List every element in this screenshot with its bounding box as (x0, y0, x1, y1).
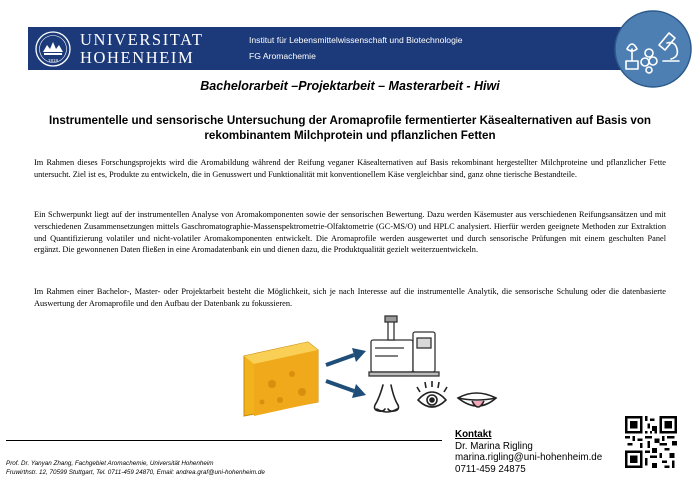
paragraph-project-overview: Im Rahmen dieses Forschungsprojekts wird die Aromabildung während der Reifung veganer Käsealternativen auf Basis rekombinant hergestellter Milchproteine und pflanzlicher Fette untersucht. Ziel ist es, Produkte zu entwickeln, die in Genusswert und Funktionalität mit konventionellem Käse vergleichbar sind, ganz ohne tierische Bestandteile. (34, 158, 666, 179)
gc-ms-instrument-icon (369, 316, 439, 376)
university-logo (34, 30, 224, 68)
contact-block (455, 429, 602, 475)
footer-address-line2: Fruwirthstr. 12, 70599 Stuttgart, Tel. 0711-459 24870, Email: andrea.graf@uni-hohenheim.de (6, 469, 265, 476)
university-name-line1: UNIVERSITAT (80, 30, 204, 49)
nose-icon (375, 385, 399, 412)
project-title (40, 113, 660, 143)
paragraph-analysis-focus: Ein Schwerpunkt liegt auf der instrumentellen Analyse von Aromakomponenten sowie der sensorischen Bewertung. Dazu werden Käsemuster aus verschiedenen Reifungsansätzen und mit verschiedenen Zusammensetzungen mittels Gaschromatographie-Massenspektrometrie-Olfaktometrie (GC-MS/O) und HPLC analysiert. Hierfür werden geeignete Methoden zur Extraktion und Quantifizierung volatiler und nicht-volatiler Aromakomponenten entwickelt. Die Aromaprofile werden ausgewertet und durch sensorische Prüfungen mit einem geschulten Panel ergänzt. Die gewonnenen Daten fließen in eine Aromadatenbank ein und dienen dazu, die Produktqualität gezielt weiterzuentwickeln. (34, 210, 666, 255)
paragraph-thesis-options: Im Rahmen einer Bachelor-, Master- oder Projektarbeit besteht die Möglichkeit, sich je nach Interesse auf die instrumentelle Analytik, die sensorische Schulung oder die datenbasierte Auswertung der Aromaprofile und den Aufbau der Datenbank zu fokussieren. (34, 287, 666, 308)
contact-phone: 0711-459 24875 (455, 463, 526, 475)
mouth-tongue-icon (458, 393, 496, 407)
contact-heading: Kontakt (455, 429, 492, 440)
contact-email[interactable]: marina.rigling@uni-hohenheim.de (455, 452, 603, 463)
university-name-line2: HOHENHEIM (80, 48, 195, 67)
lab-science-icon (613, 9, 693, 89)
eye-icon (417, 381, 447, 407)
thesis-types-line: Bachelorarbeit –Projektarbeit – Masterarbeit - Hiwi (200, 79, 500, 93)
illustration (232, 312, 502, 427)
contact-name: Dr. Marina Rigling (455, 440, 533, 452)
footer-divider (6, 440, 442, 441)
qr-code-icon[interactable] (625, 416, 677, 468)
group-name: FG Aromachemie (249, 51, 316, 61)
cheese-icon (244, 342, 318, 416)
arrow-to-instrument-icon (326, 348, 366, 365)
footer-address-line1: Prof. Dr. Yanyan Zhang, Fachgebiet Aromachemie, Universität Hohenheim (6, 460, 214, 467)
institute-name: Institut für Lebensmittelwissenschaft und Biotechnologie (249, 35, 463, 45)
project-title-line2: rekombinantem Milchprotein und pflanzlichen Fetten (204, 129, 496, 142)
project-title-line1: Instrumentelle und sensorische Untersuchung der Aromaprofile fermentierter Käsealternativen auf Basis von (49, 114, 651, 127)
seal-year: 1818 (47, 58, 59, 63)
university-seal-icon (34, 30, 72, 68)
header-bar (28, 27, 636, 70)
arrow-to-senses-icon (326, 381, 366, 398)
